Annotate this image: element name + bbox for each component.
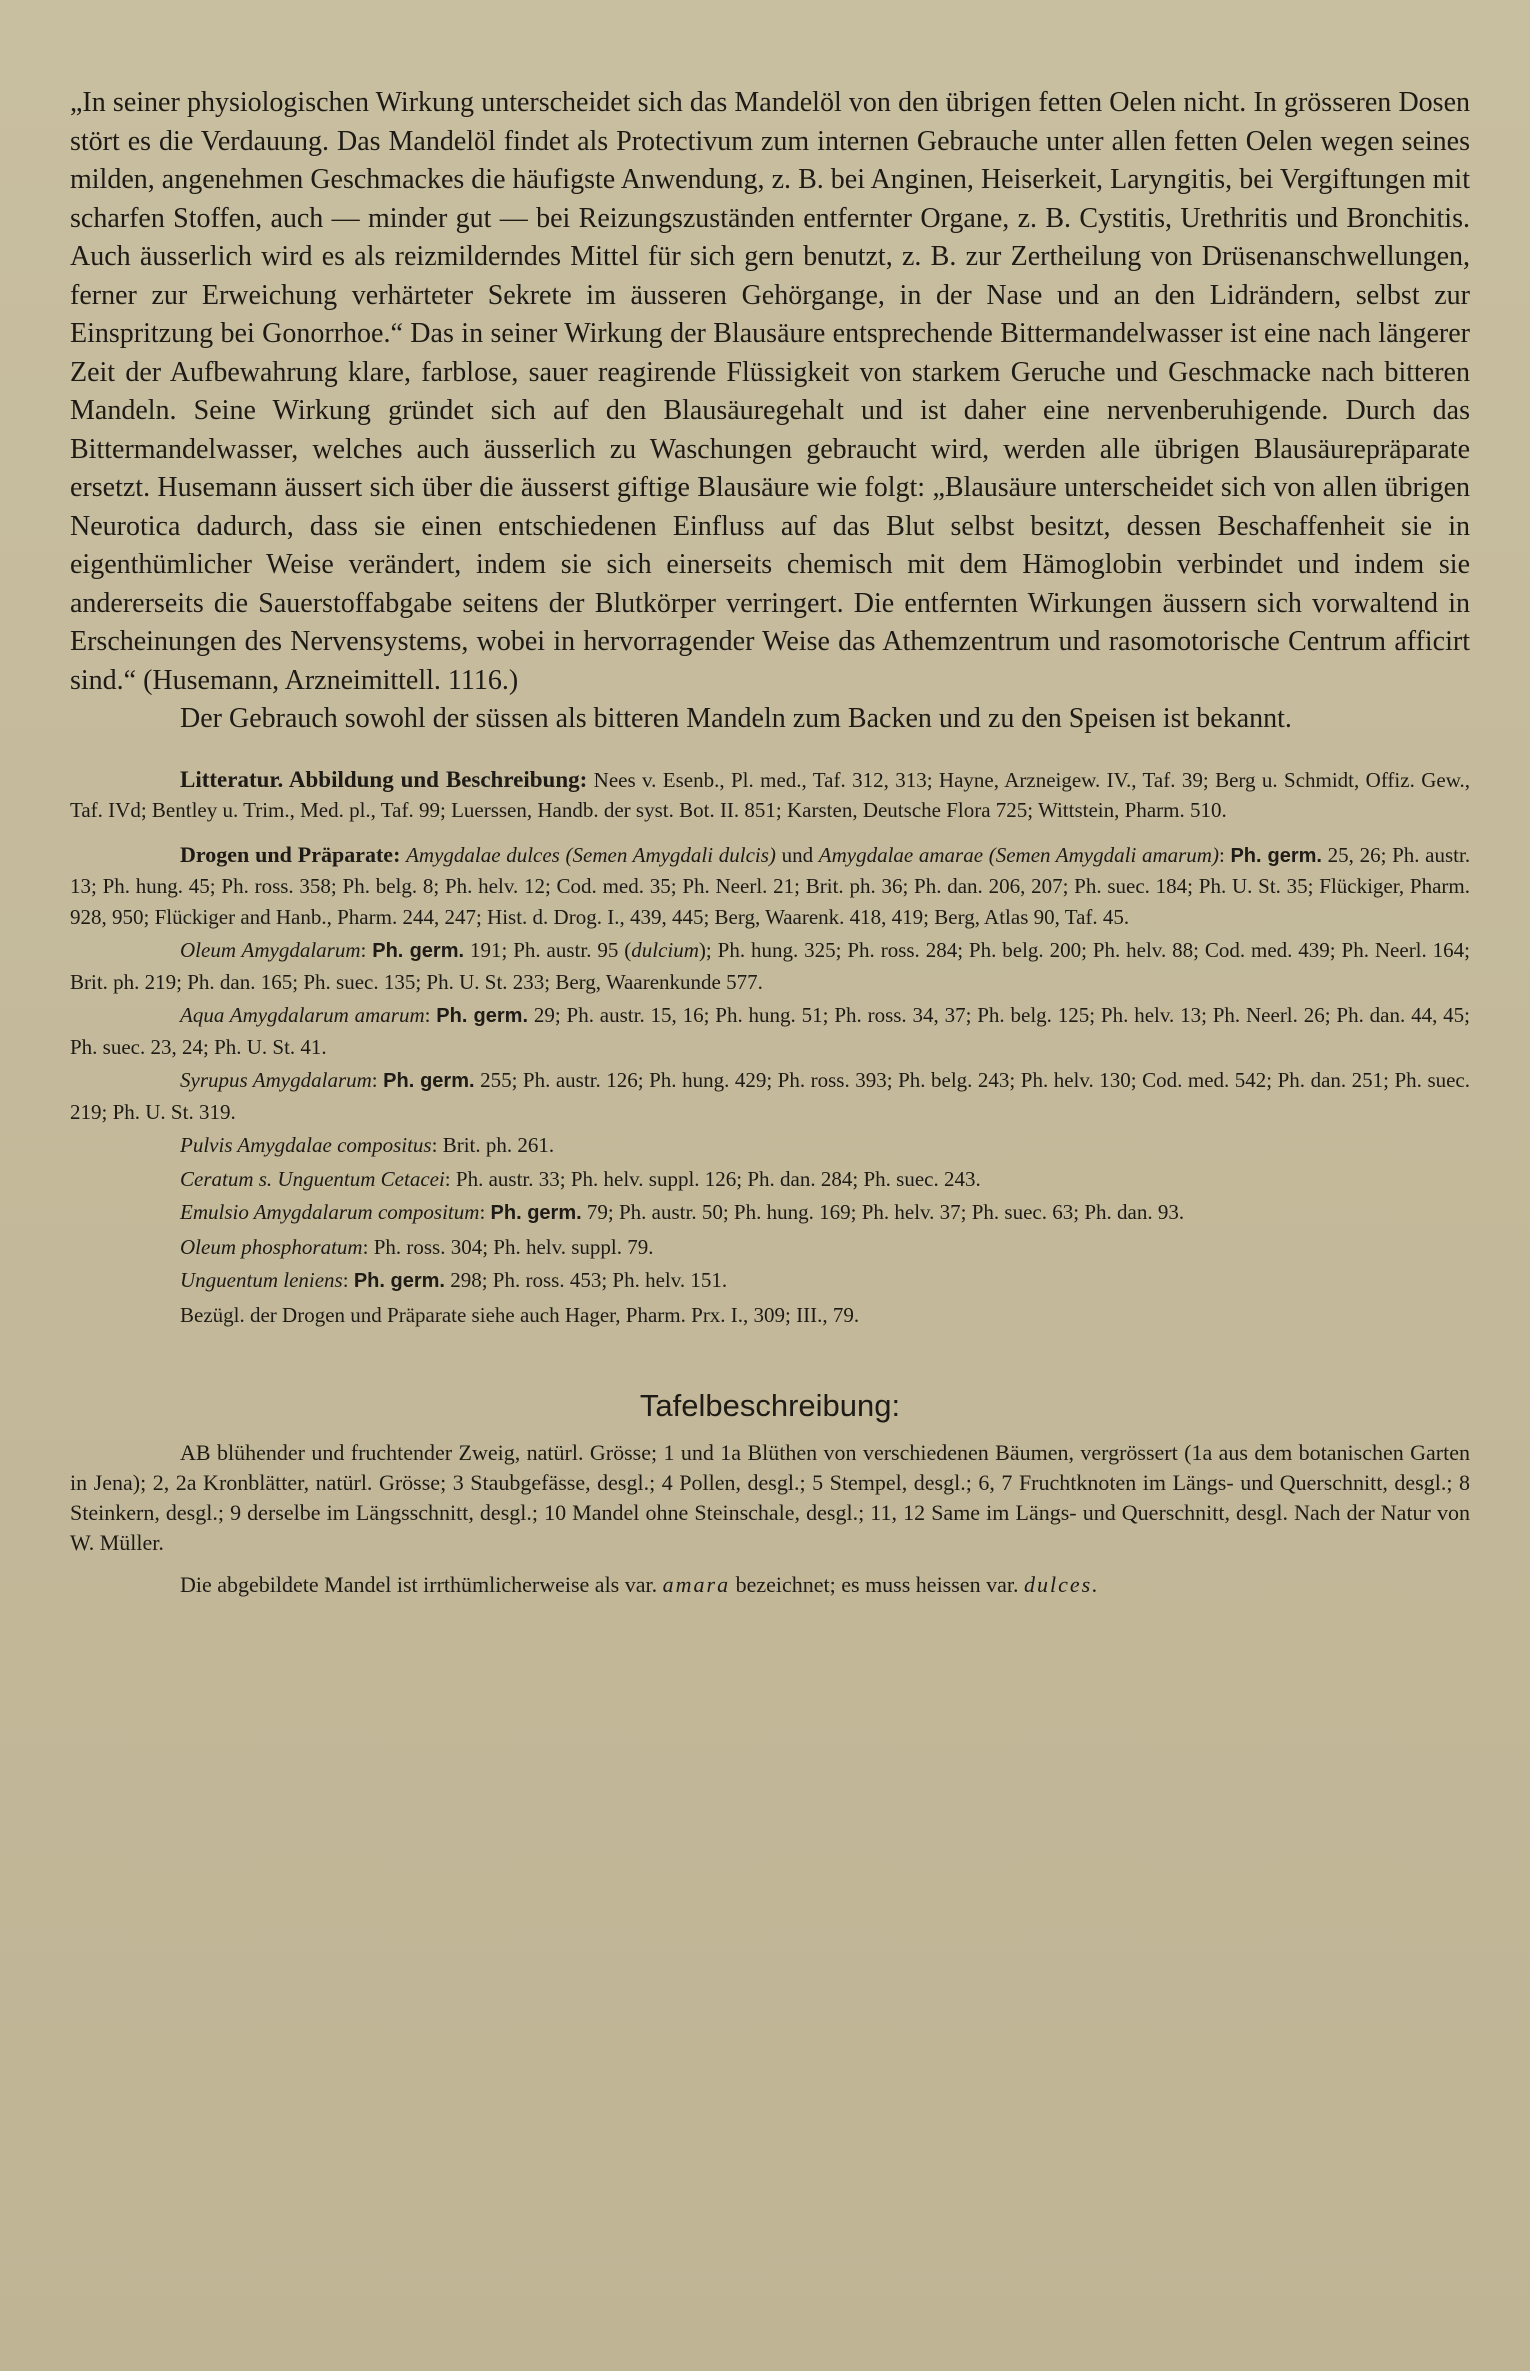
body-paragraph-1: „In seiner physiologischen Wirkung unterscheidet sich das Mandelöl von den übrigen fetten Oelen nicht. In grösseren Dosen stört es die Verdauung. Das Mandelöl findet als Protectivum zum internen Gebrauche unter allen fetten Oelen wegen seines milden, angenehmen Geschmackes die häufigste Anwendung, z. B. bei Anginen, Heiserkeit, Laryngitis, bei Vergiftungen mit scharfen Stoffen, auch — minder gut — bei Reizungszuständen entfernter Organe, z. B. Cystitis, Urethritis und Bronchitis. Auch äusserlich wird es als reizmilderndes Mittel für sich gern benutzt, z. B. zur Zertheilung von Drüsenanschwellungen, ferner zur Erweichung verhärteter Sekrete im äusseren Gehörgange, in der Nase und an den Lidrändern, selbst zur Einspritzung bei Gonorrhoe.“ Das in seiner Wirkung der Blausäure entsprechende Bittermandelwasser ist eine nach längerer Zeit der Aufbewahrung klare, farblose, sauer reagirende Flüssigkeit von starkem Geruche und Geschmacke nach bitteren Mandeln. Seine Wirkung gründet sich auf den Blausäuregehalt und ist daher eine nervenberuhigende. Durch das Bittermandelwasser, welches auch äusserlich zu Waschungen gebraucht wird, werden alle übrigen Blausäurepräparate ersetzt. Husemann äussert sich über die äusserst giftige Blausäure wie folgt: „Blausäure unterscheidet sich von allen übrigen Neurotica dadurch, dass sie einen entschiedenen Einfluss auf das Blut selbst besitzt, dessen Beschaffenheit sie in eigenthümlicher Weise verändert, indem sie sich einerseits chemisch mit dem Hämoglobin verbindet und indem sie andererseits die Sauerstoffabgabe seitens der Blutkörper verringert. Die entfernten Wirkungen äussern sich vorwaltend in Erscheinungen des Nervensystems, wobei in hervorragender Weise das Athemzentrum und rasomotorische Centrum afficirt sind.“ (Husemann, Arzneimittell. 1116.) [70, 87, 1470, 696]
drogen-entry-4 [70, 1065, 1470, 1127]
references: 79; Ph. austr. 50; Ph. hung. 169; Ph. helv. 37; Ph. suec. 63; Ph. dan. 93. [586, 1200, 1185, 1224]
references: ); Ph. hung. 325; Ph. ross. 284; Ph. belg. 200; Ph. helv. 88; Cod. med. 439; Ph. Neerl. 164; Brit. ph. 219; Ph. dan. 165; Ph. suec. 135; Ph. U. St. 233; Berg, Waarenkunde 577. [70, 938, 1471, 994]
drogen-entry-5 [70, 1130, 1470, 1161]
drug-name: Pulvis Amygdalae compositus [180, 1133, 432, 1157]
tafel-paragraph-1: AB blühender und fruchtender Zweig, natürl. Grösse; 1 und 1a Blüthen von verschiedenen Bäumen, vergrössert (1a aus dem botanischen Garten in Jena); 2, 2a Kronblätter, natürl. Grösse; 3 Staubgefässe, desgl.; 4 Pollen, desgl.; 5 Stempel, desgl.; 6, 7 Fruchtknoten im Längs- und Querschnitt, desgl.; 8 Steinkern, desgl.; 9 derselbe im Längsschnitt, desgl.; 10 Mandel ohne Steinschale, desgl.; 11, 12 Same im Längs- und Querschnitt, desgl. Nach der Natur von W. Müller. [70, 1440, 1470, 1555]
literatur-heading: Litteratur. Abbildung und Beschreibung: [180, 766, 588, 792]
colon: : [424, 1003, 431, 1027]
drug-variant: dulcium [631, 938, 699, 962]
colon: : [1218, 842, 1225, 867]
ph-germ-label: Ph. germ. [490, 1202, 582, 1224]
colon: : [360, 938, 367, 962]
colon: : [431, 1133, 438, 1157]
drogen-entry-6 [70, 1164, 1470, 1195]
variant-dulces: dulces. [1023, 1572, 1100, 1597]
colon: : [362, 1234, 369, 1259]
drogen-heading: Drogen und Präparate: [180, 841, 401, 867]
references: 255; Ph. austr. 126; Ph. hung. 429; Ph. ross. 393; Ph. belg. 243; Ph. helv. 130; Cod. med. 542; Ph. dan. 251; Ph. suec. 219; Ph. U. St. 319. [70, 1068, 1471, 1124]
drug-name: Emulsio Amygdalarum compositum [180, 1200, 480, 1224]
references: 25, 26; Ph. austr. 13; Ph. hung. 45; Ph. ross. 358; Ph. belg. 8; Ph. helv. 12; Cod. med. 35; Ph. Neerl. 21; Brit. ph. 36; Ph. dan. 206, 207; Ph. suec. 184; Ph. U. St. 35; Flückiger, Pharm. 928, 950; Flückiger and Hanb., Pharm. 244, 247; Hist. d. Drog. I., 439, 445; Berg, Waarenk. 418, 419; Berg, Atlas 90, Taf. 45. [70, 842, 1471, 929]
references: Ph. austr. 33; Ph. helv. suppl. 126; Ph. dan. 284; Ph. suec. 243. [455, 1166, 981, 1191]
drug-name: Oleum Amygdalarum [180, 938, 361, 962]
connector-text: und [781, 842, 814, 867]
colon: : [342, 1268, 349, 1292]
text-column [70, 84, 1470, 1600]
drug-name: (Semen Amygdali amarum) [988, 842, 1219, 867]
drug-name: Ceratum s. Unguentum Cetacei [180, 1166, 445, 1191]
literatur-text: Nees v. Esenb., Pl. med., Taf. 312, 313; Hayne, Arzneigew. IV., Taf. 39; Berg u. Schmidt, Offiz. Gew., Taf. IVd; Bentley u. Trim., Med. pl., Taf. 99; Luerssen, Handb. der syst. Bot. II. 851; Karsten, Deutsche Flora 725; Wittstein, Pharm. 510. [70, 767, 1470, 822]
ph-germ-label: Ph. germ. [353, 1270, 445, 1292]
references: 191; Ph. austr. 95 ( [469, 938, 632, 962]
drogen-entry-7 [70, 1197, 1470, 1229]
body-paragraph-2: Der Gebrauch sowohl der süssen als bitteren Mandeln zum Backen und zu den Speisen ist bekannt. [180, 703, 1292, 734]
drogen-entry-9 [70, 1265, 1470, 1297]
drogen-entry-8 [70, 1232, 1470, 1263]
literatur-section [70, 765, 1470, 826]
colon: : [371, 1068, 378, 1092]
references: 298; Ph. ross. 453; Ph. helv. 151. [450, 1268, 728, 1292]
colon: : [444, 1166, 451, 1191]
drug-name: Syrupus Amygdalarum [180, 1068, 372, 1092]
drug-name: Unguentum leniens [180, 1268, 343, 1292]
ph-germ-label: Ph. germ. [1230, 844, 1322, 867]
drug-name: Amygdalae amarae [818, 842, 984, 867]
colon: : [479, 1200, 486, 1224]
ph-germ-label: Ph. germ. [436, 1005, 529, 1027]
variant-amara: amara [662, 1572, 731, 1597]
references: Brit. ph. 261. [442, 1133, 555, 1157]
ph-germ-label: Ph. germ. [383, 1070, 475, 1092]
drug-name: Amygdalae dulces [406, 842, 560, 867]
drogen-entry-1 [70, 840, 1470, 933]
tafel-text: bezeichnet; es muss heissen var. [735, 1572, 1019, 1597]
drogen-entry-3 [70, 1000, 1470, 1062]
tafel-text: Die abgebildete Mandel ist irrthümlicherweise als var. [180, 1572, 658, 1597]
tafel-heading: Tafelbeschreibung: [639, 1388, 901, 1423]
ph-germ-label: Ph. germ. [372, 940, 465, 962]
drogen-note: Bezügl. der Drogen und Präparate siehe auch Hager, Pharm. Prx. I., 309; III., 79. [180, 1302, 860, 1327]
drug-name: (Semen Amygdali dulcis) [565, 842, 776, 867]
drug-name: Aqua Amygdalarum amarum [180, 1003, 425, 1027]
drug-name: Oleum phosphoratum [180, 1234, 363, 1259]
references: Ph. ross. 304; Ph. helv. suppl. 79. [373, 1234, 654, 1259]
tafel-paragraph-2 [70, 1570, 1470, 1600]
references: 29; Ph. austr. 15, 16; Ph. hung. 51; Ph. ross. 34, 37; Ph. belg. 125; Ph. helv. 13; Ph. Neerl. 26; Ph. dan. 44, 45; Ph. suec. 23, 24; Ph. U. St. 41. [70, 1003, 1470, 1059]
drogen-entry-2 [70, 935, 1470, 997]
